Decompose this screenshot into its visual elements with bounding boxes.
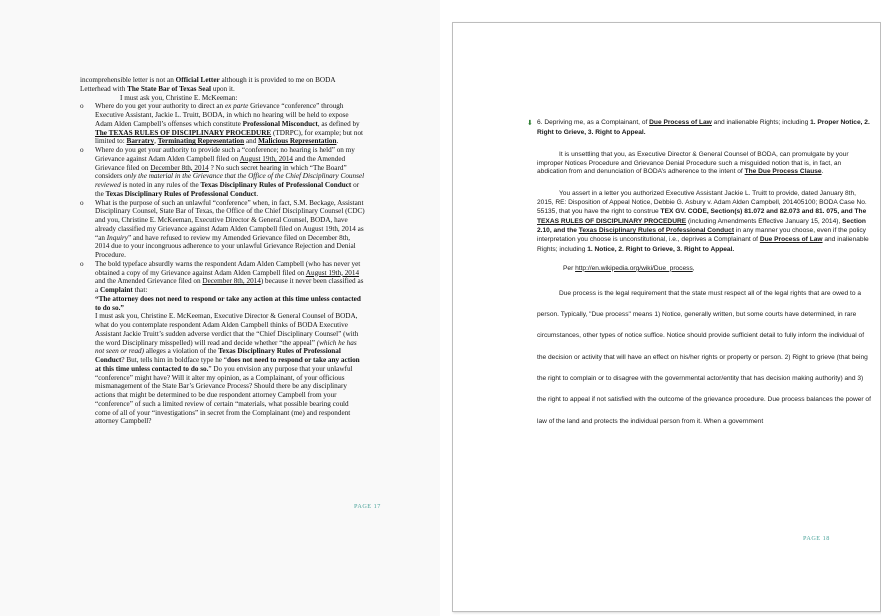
list-item: o Where do you get your authority to direct an ex parte Grievance “conference” through Executive Assistant, Jackie L. Truitt, BODA, in which no hearing will be held to expose Adam Alden Campbell’s offenses which constitute Professional Misconduct, as defined by The TEXAS RULES OF DISCIPLINARY PROCEDURE (TDRPC), for example; but not limited to: Barratry, Terminating Representation and Malicious Representation. (80, 102, 364, 146)
ask-line: I must ask you, Christine E. McKeeman: (120, 93, 238, 102)
bullet-icon: o (80, 259, 84, 268)
page-gap (441, 0, 451, 616)
list-item: o Where do you get your authority to provide such a “conference; no hearing is held” on my Grievance against Adam Alden Campbell filed on August 19th, 2014 and the Amended Grievance filed on December 8th, 2014 ? No such secret hearing in which “The Board” considers only the material in the Grievance that the Office of the Chief Disciplinary Counsel reviewed is noted in any rules of the Texas Disciplinary Rules of Professional Conduct or the Texas Disciplinary Rules of Professional Conduct. (80, 146, 365, 198)
question-list (80, 102, 365, 426)
bullet-icon: o (80, 102, 84, 111)
unsettling-paragraph: It is unsettling that you, as Executive Director & General Counsel of BODA, can promulgate by your improper Notices Procedure and Grievance Denial Procedure such a misguided notion that is, in fact, an abdication from and denunciation of BODA’s adherence to the intent of The Due Process Clause. (537, 151, 849, 176)
wikipedia-reference: Per http://en.wikipedia.org/wiki/Due_process, (563, 264, 695, 272)
right-document-page (452, 22, 881, 612)
page-number-18: PAGE 18 (803, 535, 830, 542)
list-item: o What is the purpose of such an unlawful “conference” when, in fact, S.M. Beckage, Assistant Disciplinary Counsel, State Bar of Texas, the Office of the Chief Disciplinary Counsel (CDC) and you, Christine E. McKeeman, Executive Director & General Counsel, BODA, have already classified my Grievance against Adam Alden Campbell filed on August 19th, 2014 as “an Inquiry” and have refused to review my Amended Grievance filed on December 8th, 2014 due to your incongruous adherence to your unlawful Grievance Rejection and Denial Procedure. (80, 198, 365, 259)
bold-quote: “The attorney does not need to respond or take any action at this time unless contacted to do so.” (95, 294, 361, 312)
due-process-paragraph: Due process is the legal requirement that the state must respect all of the legal rights that are owed to a person. Typically, "Due process" means 1) Notice, generally written, but some courts have determined, in rare circumstances, other types of notice suffice. Notice should provide sufficient detail to fully inform the individual of the decision or activity that will have an effect on his/her rights or property or person. 2) Right to grieve (that being the right to complain or to disagree with the governmental actor/entity that has decision making authority) and 3) the right to appeal if not satisfied with the outcome of the grievance procedure. Due process balances the power of law of the land and protects the individual person from it. When a government (537, 289, 871, 425)
intro-paragraph: incomprehensible letter is not an Official Letter although it is provided to me on BODA Letterhead with The State Bar of Texas Seal upon it. (80, 76, 336, 93)
down-arrow-icon: ⬇ (527, 120, 533, 127)
left-page-text (80, 76, 365, 426)
item-6-paragraph: ⬇ 6. Depriving me, as a Complainant, of Due Process of Law and inalienable Rights; including 1. Proper Notice, 2. Right to Grieve, 3. Right to Appeal. (527, 119, 870, 136)
left-document-page (0, 0, 440, 616)
bullet-icon: o (80, 198, 84, 207)
wikipedia-link[interactable]: http://en.wikipedia.org/wiki/Due_process (575, 264, 693, 272)
list-item: o The bold typeface absurdly warns the respondent Adam Alden Campbell (who has never yet obtained a copy of my Grievance against Adam Alden Campbell filed on August 19th, 2014 and the Amended Grievance filed on December 8th, 2014) because it never been classified as a Complaint that: “The attorney does not need to respond or take any action at this time unless contacted to do so.” I must ask you, Christine E. McKeeman, Executive Director & General Counsel of BODA, what do you contemplate respondent Adam Alden Campbell thinks of BODA Executive Assistant Jackie Truitt’s sudden adverse verdict that the “Chief Disciplinary Counsel” (with the word Disciplinary misspelled) will read and decide whether “the appeal” (which he has not seen or read) alleges a violation of the Texas Disciplinary Rules of Professional Conduct? But, tells him in boldface type he “does not need to respond or take any action at this time unless contacted to do so.” Do you envision any purpose that your unlawful “conference” might have? Will it alter my opinion, as a Complainant, of your officious mismanagement of the State Bar’s Grievance Process? Should there be any disciplinary actions that might be determined to be due respondent attorney Campbell from your “conference” of such a limited review of certain “materials, what possible bearing could come of all of your “investigations” in secret from the Complainant (me) and respondent attorney Campbell? (80, 259, 364, 426)
bullet-icon: o (80, 146, 84, 154)
page-number-17: PAGE 17 (354, 503, 381, 510)
assert-paragraph: You assert in a letter you authorized Executive Assistant Jackie L. Truitt to provide, dated January 8th, 2015, RE: Disposition of Appeal Notice, Debbie G. Asbury v. Adam Alden Campbell, 201405100; BODA Case No. 55135, that you have the right to construe TEX GV. CODE, Section(s) 81.072 and 82.073 and 81. 075, and The TEXAS RULES OF DISCIPLINARY PROCEDURE (including Amendments Effective January 15, 2014), Section 2.10, and the Texas Disciplinary Rules of Professional Conduct in any manner you choose, even if the policy interpretation you choose is unconstitutional, i.e., deprives a Complainant of Due Process of Law and inalienable Rights; including 1. Notice, 2. Right to Grieve, 3. Right to Appeal. (537, 189, 869, 253)
right-page-text (527, 118, 873, 432)
